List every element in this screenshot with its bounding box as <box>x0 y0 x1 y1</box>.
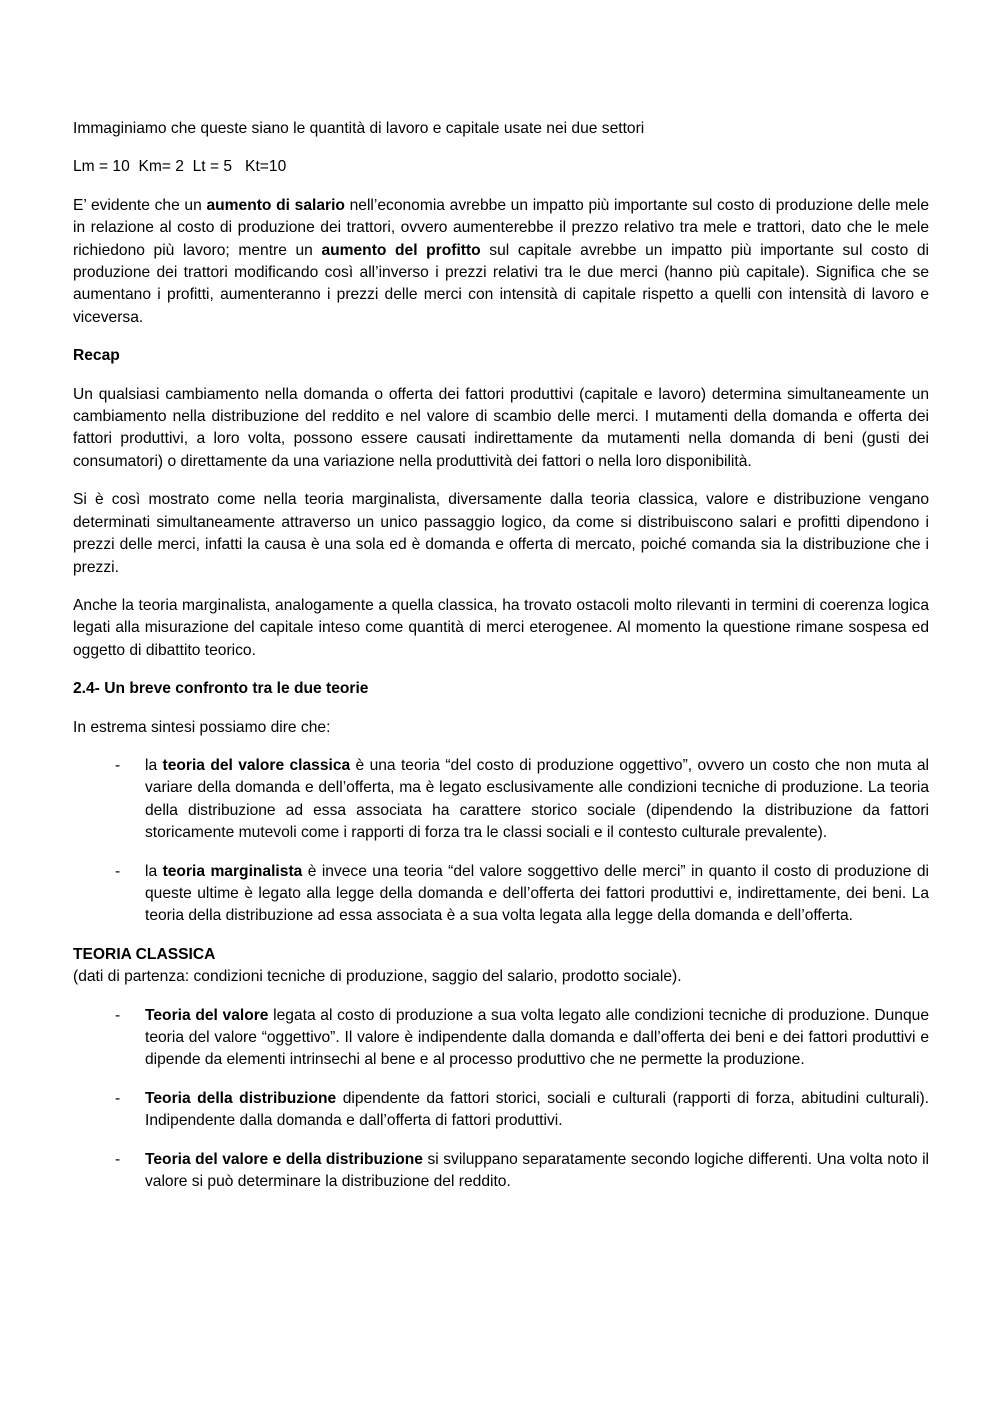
classica-subtitle: (dati di partenza: condizioni tecniche di produzione, saggio del salario, prodotto sociale). <box>73 968 682 986</box>
document-body <box>73 118 929 1209</box>
text-run: si sviluppano separatamente secondo logiche differenti. Una volta noto il valore si può determinare la distribuzione del reddito. <box>145 1150 929 1191</box>
intro-paragraph: Immaginiamo che queste siano le quantità di lavoro e capitale usate nei due settori <box>73 120 645 137</box>
text-run: è invece una teoria “del valore soggettivo delle merci” in quanto il costo di produzione di queste ultime è legato alla legge della domanda e dell’offerta dei fattori produttivi e, indirettamente, dei beni. La teoria della distribuzione ad essa associata è a sua volta legata alla legge della domanda e dell’offerta. <box>145 862 929 925</box>
list-item <box>73 1149 929 1194</box>
section-heading: 2.4- Un breve confronto tra le due teorie <box>73 680 369 698</box>
bold-term: Teoria della distribuzione <box>145 1089 337 1107</box>
bold-term: Teoria del valore <box>145 1006 269 1024</box>
recap-paragraph: Un qualsiasi cambiamento nella domanda o offerta dei fattori produttivi (capitale e lavoro) determina simultaneamente un cambiamento nella distribuzione del reddito e nel valore di scambio delle merci. I mutamenti della domanda e offerta dei fattori produttivi, a loro volta, possono essere causati indirettamente da mutamenti nella domanda di beni (gusti dei consumatori) o direttamente da una variazione nella produttività dei fattori o nella loro disponibilità. <box>73 385 929 470</box>
dash-bullet: - <box>115 1150 121 1168</box>
list-item <box>73 1005 929 1072</box>
text-run: E’ evidente che un <box>73 196 207 214</box>
classica-list <box>73 1005 929 1194</box>
quantities-line: Lm = 10 Km= 2 Lt = 5 Kt=10 <box>73 158 287 176</box>
sintesi-paragraph: In estrema sintesi possiamo dire che: <box>73 718 331 736</box>
text-run: nell’economia avrebbe un impatto più importante sul costo di produzione delle mele in relazione al costo di produzione dei trattori, ovvero aumenterebbe il prezzo relativo tra mele e trattori, dato che le mele richiedono più lavoro; mentre un <box>73 196 930 259</box>
dash-bullet: - <box>115 756 121 774</box>
bold-term-profit: aumento del profitto <box>321 241 481 259</box>
dash-bullet: - <box>115 862 121 880</box>
dash-bullet: - <box>115 1006 121 1024</box>
text-run: sul capitale avrebbe un impatto più importante sul costo di produzione dei trattori modificando così all’inverso i prezzi relativi tra le due merci (hanno più capitale). Significa che se aumentano i profitti, aumenteranno i prezzi delle merci con intensità di capitale rispetto a quelli con intensità di lavoro e viceversa. <box>73 241 930 326</box>
bold-term: teoria marginalista <box>162 862 303 880</box>
text-run: legata al costo di produzione a sua volta legato alle condizioni tecniche di produzione. Dunque teoria del valore “oggettivo”. Il valore è indipendente dalla domanda e dall’offerta dei beni e dei fattori produttivi e dipende da elementi intrinsechi al bene e al processo produttivo che ne permette la produzione. <box>145 1006 929 1069</box>
list-item <box>73 861 929 928</box>
salary-profit-paragraph <box>73 195 929 329</box>
bold-term: teoria del valore classica <box>162 756 351 774</box>
marginalista-paragraph: Si è così mostrato come nella teoria marginalista, diversamente dalla teoria classica, valore e distribuzione vengano determinati simultaneamente attraverso un unico passaggio logico, da come si distribuiscono salari e profitti dipendono i prezzi delle merci, infatti la causa è una sola ed è domanda e offerta di mercato, poiché comanda sia la distribuzione che i prezzi. <box>73 491 929 576</box>
ostacoli-paragraph: Anche la teoria marginalista, analogamente a quella classica, ha trovato ostacoli molto rilevanti in termini di coerenza logica legati alla misurazione del capitale inteso come quantità di merci eterogenee. Al momento la questione rimane sospesa ed oggetto di dibattito teorico. <box>73 596 929 659</box>
text-run: la <box>145 756 163 774</box>
text-run: dipendente da fattori storici, sociali e culturali (rapporti di forza, abitudini culturali). Indipendente dalla domanda e dall’offerta di fattori produttivi. <box>145 1089 929 1130</box>
text-run: è una teoria “del costo di produzione oggettivo”, ovvero un costo che non muta al variare della domanda e dell’offerta, ma è legato esclusivamente alle condizioni tecniche di produzione. La teoria della distribuzione ad essa associata ha carattere storico sociale (dipendendo la distribuzione da fattori storicamente mutevoli come i rapporti di forza tra le classi sociali e il contesto culturale prevalente). <box>145 756 929 842</box>
classica-heading: TEORIA CLASSICA <box>73 945 216 963</box>
dash-bullet: - <box>115 1089 121 1107</box>
text-run: la <box>145 862 163 880</box>
bold-term-salary: aumento di salario <box>206 196 345 214</box>
recap-heading: Recap <box>73 347 120 365</box>
list-item <box>73 1088 929 1133</box>
bold-term: Teoria del valore e della distribuzione <box>145 1150 423 1168</box>
comparison-list <box>73 755 929 928</box>
list-item <box>73 755 929 845</box>
